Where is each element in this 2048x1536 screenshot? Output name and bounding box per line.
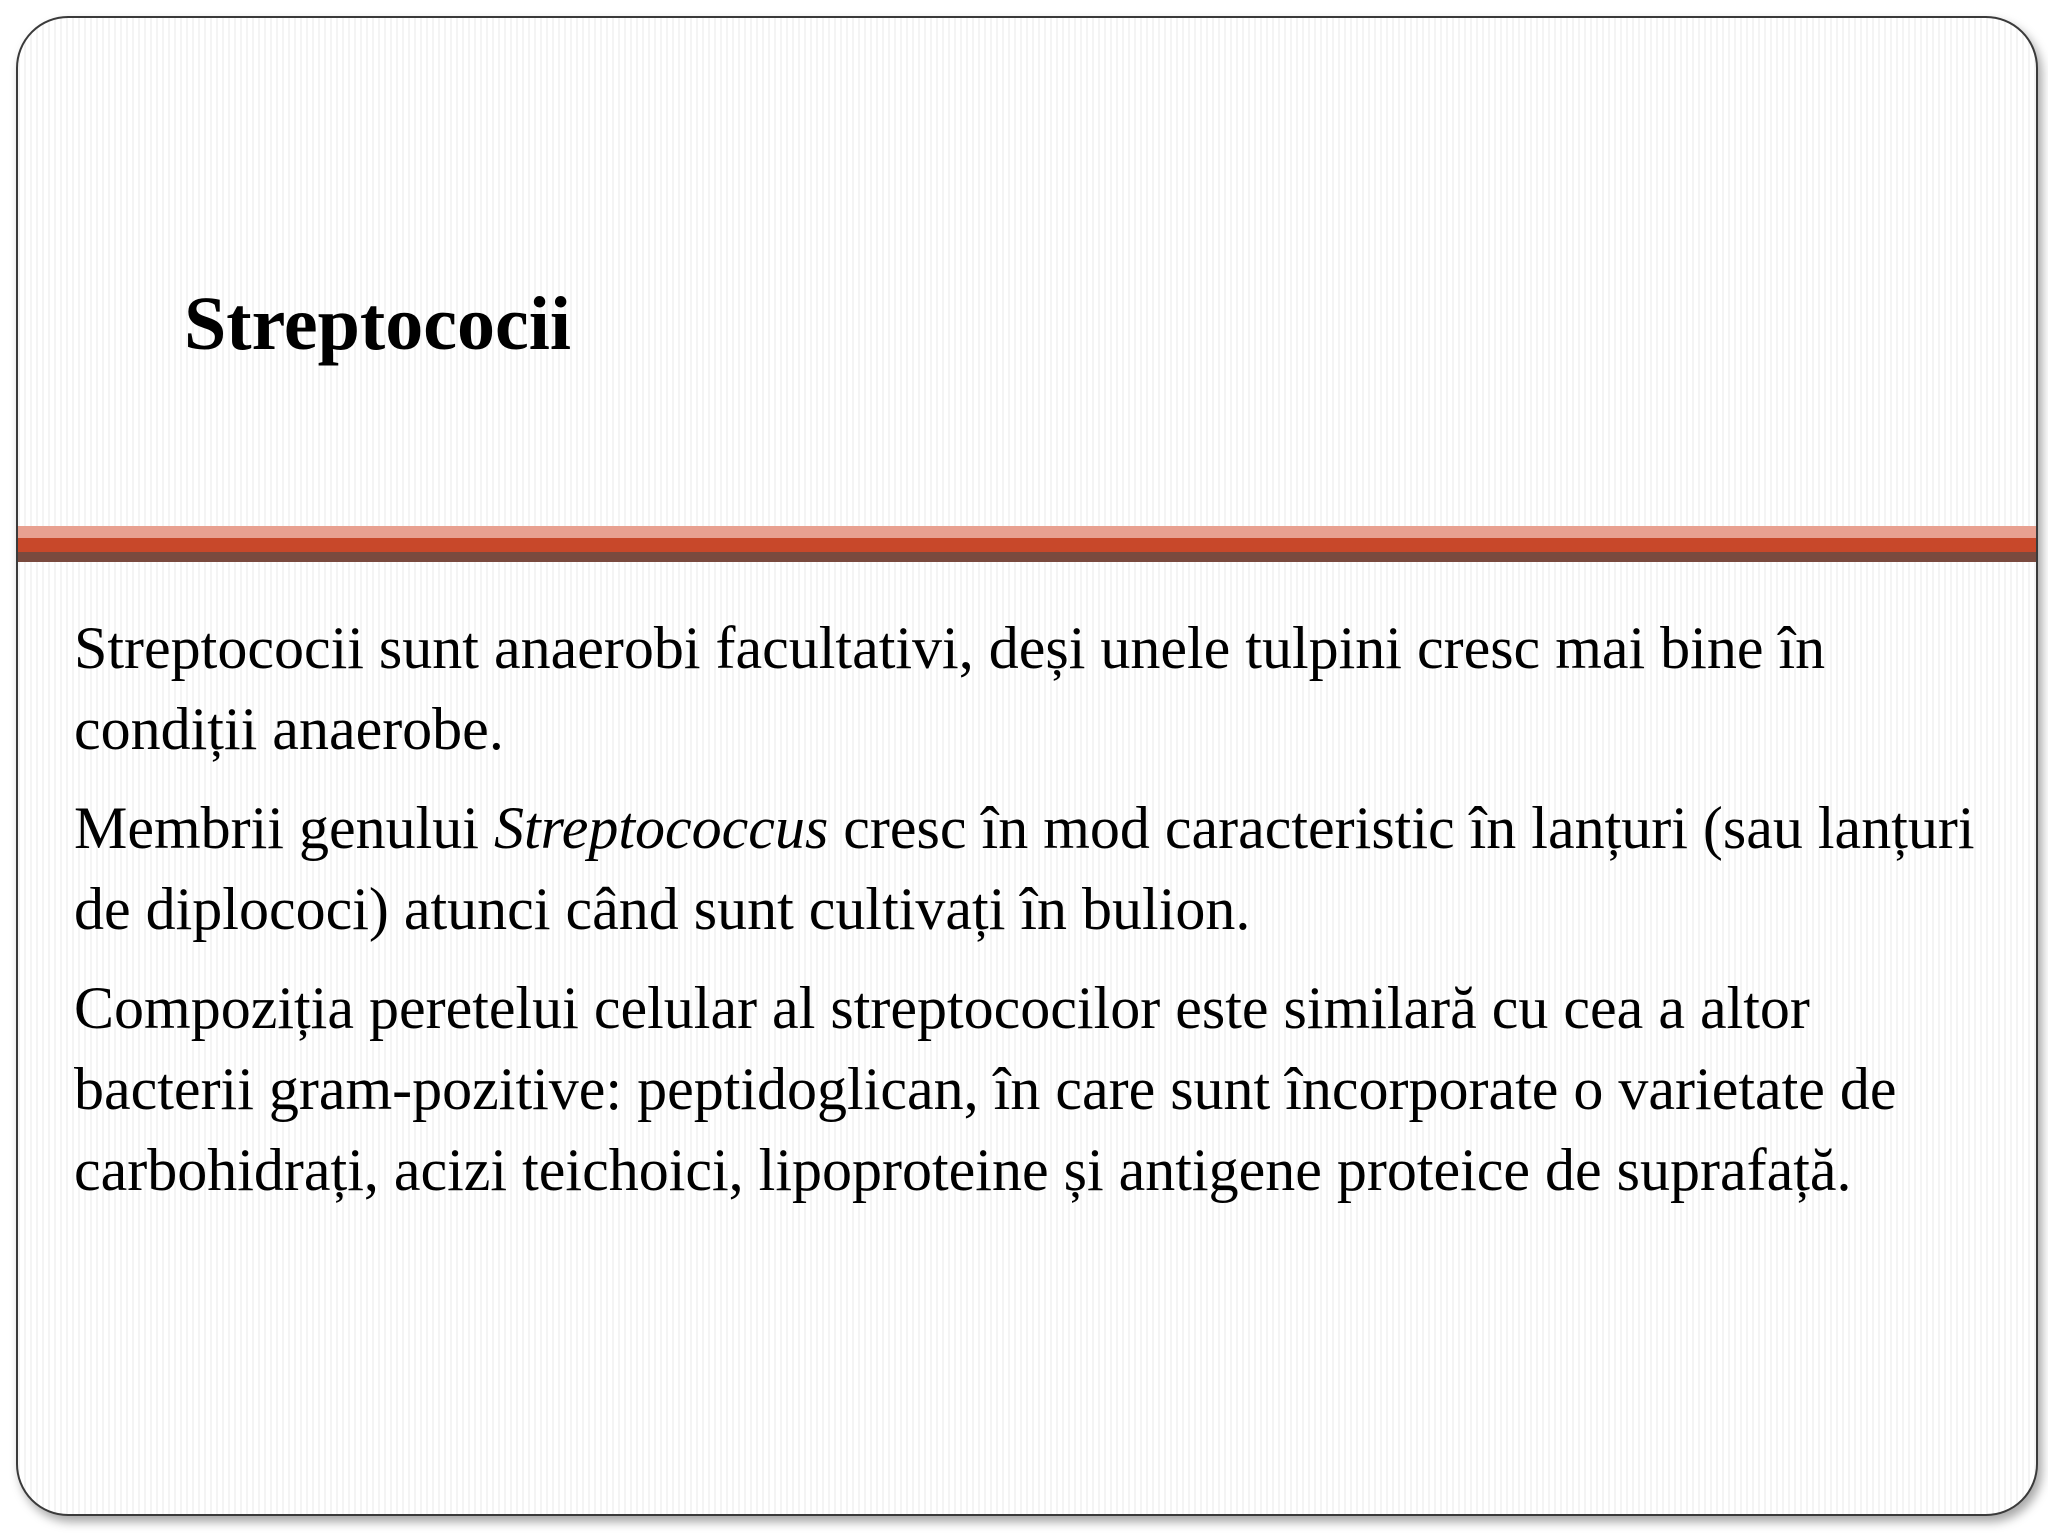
divider-band-main (18, 538, 2036, 552)
paragraph-2-before: Membrii genului (74, 795, 494, 861)
slide-body (74, 608, 2004, 1229)
slide-frame (16, 16, 2038, 1516)
slide-title: Streptococii (184, 282, 571, 366)
body-paragraph-2 (74, 788, 2004, 950)
paragraph-2-after: cresc în mod caracteristic în lanțuri (sau lanțuri de diplococi) atunci când sunt cultivați în bulion. (74, 795, 1975, 942)
genus-name-italic: Streptococcus (493, 795, 829, 861)
divider-band-dark (18, 552, 2036, 562)
divider-band-light (18, 526, 2036, 538)
body-paragraph-3: Compoziția peretelui celular al streptococilor este similară cu cea a altor bacterii gram-pozitive: peptidoglican, în care sunt încorporate o varietate de carbohidrați, acizi teichoici, lipoproteine și antigene proteice de suprafață. (74, 975, 1897, 1203)
body-paragraph-1: Streptococii sunt anaerobi facultativi, deși unele tulpini cresc mai bine în condiții anaerobe. (74, 615, 1826, 762)
title-divider (18, 526, 2036, 564)
